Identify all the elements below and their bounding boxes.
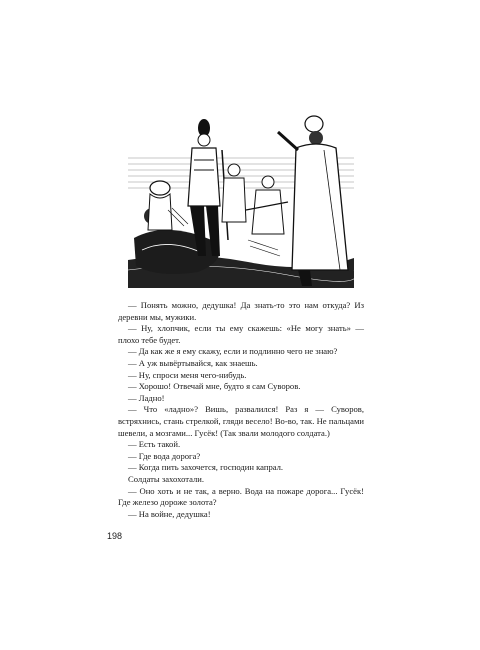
paragraph-4: — А уж вывёртывайся, как знаешь.	[128, 357, 258, 368]
paragraph-14: — На войне, дедушка!	[128, 508, 211, 519]
paragraph-13: — Оно хоть и не так, а верно. Вода на пожаре дорога... Гусёк! Где железо дороже золота?	[118, 485, 364, 508]
paragraph-3: — Да как же я ему скажу, если и подлинно чего не знаю?	[128, 346, 338, 357]
paragraph-1: — Понять можно, дедушка! Да знать-то это нам откуда? Из деревни мы, мужики.	[118, 300, 364, 322]
paragraph-2: — Ну, хлопчик, если ты ему скажешь: «Не могу знать» — плохо тебе будет.	[118, 323, 364, 345]
paragraph-9: — Есть такой.	[128, 439, 181, 450]
paragraph-7: — Ладно!	[128, 392, 165, 403]
page-text	[118, 300, 364, 520]
illustration-soldiers-scene	[128, 110, 354, 288]
paragraph-11: — Когда пить захочется, господин капрал.	[128, 462, 284, 473]
page-number: 198	[107, 531, 123, 541]
paragraph-8: — Что «ладно»? Вишь, развалился! Раз я — Суворов, встряхнись, стань стрелкой, гляди весело! Во-во, так. Не пальцами шевели, а мозгами... Гусёк! (Так звали молодого солдата.)	[118, 404, 364, 438]
paragraph-10: — Где вода дорога?	[128, 450, 201, 461]
paragraph-5: — Ну, спроси меня чего-нибудь.	[128, 369, 247, 380]
paragraph-6: — Хорошо! Отвечай мне, будто я сам Суворов.	[128, 381, 301, 392]
paragraph-12: Солдаты захохотали.	[128, 473, 205, 484]
